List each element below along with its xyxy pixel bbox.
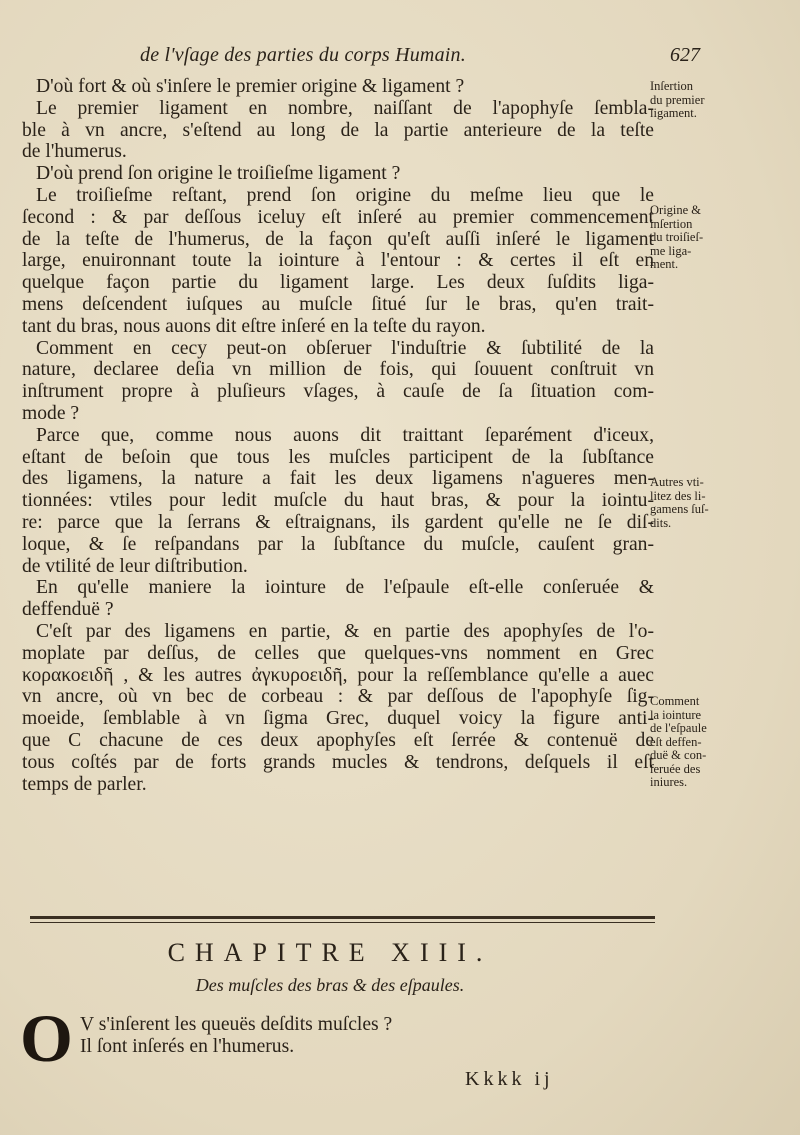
text-line: C'eſt par des ligamens en partie, & en partie des apophyſes de l'o- [36, 620, 654, 642]
margin-note-line: duë & con- [650, 748, 707, 762]
margin-note [650, 80, 790, 121]
text-line: ble à vn ancre, s'eſtend au long de la partie anterieure de la teſte [22, 119, 654, 141]
margin-note-line: me liga- [650, 243, 692, 258]
text-line: des ligamens, la nature a fait les deux ligamens n'agueres men- [22, 468, 654, 490]
text-line: de vtilité de leur diſtribution. [22, 555, 248, 577]
text-line: tionnées: vtiles pour ledit muſcle du haut bras, & pour la iointu- [22, 490, 654, 512]
text-line: de la teſte de l'humerus, de la façon qu'eſt auſſi inſeré le ligament [22, 228, 654, 250]
text-line: de l'humerus. [22, 141, 127, 163]
opening-line: Il ſont inſerés en l'humerus. [80, 1035, 295, 1057]
chapter-subtitle: Des muſcles des bras & des eſpaules. [195, 975, 465, 995]
text-line: mens deſcendent iuſques au muſcle ſitué ſur le bras, qu'en trait- [22, 293, 654, 315]
text-line: D'où prend ſon origine le troiſieſme ligament ? [36, 163, 401, 185]
text-line: loque, & ſe reſpandans par la ſubſtance du muſcle, cauſent gran- [22, 533, 654, 555]
text-line: deffenduë ? [22, 599, 114, 621]
text-line: mode ? [22, 402, 80, 424]
text-line: moeide, ſemblable à vn ſigma Grec, duquel voicy la figure anti- [22, 708, 654, 730]
margin-note [650, 204, 790, 272]
text-line: nature, declaree deſia vn million de fois, qui ſouuent conſtruit vn [22, 359, 654, 381]
page-header [140, 44, 700, 74]
text-line: En qu'elle maniere la iointure de l'eſpaule eſt-elle conſeruée & [36, 577, 654, 599]
margin-note [650, 695, 790, 790]
margin-note-line: Autres vti- [650, 475, 704, 489]
margin-note-line: Inſertion [650, 79, 694, 93]
text-line: eſtant de beſoin que tous les muſcles participent de la ſubſtance [22, 446, 654, 468]
text-line: Le premier ligament en nombre, naiſſant de l'apophyſe ſembla- [36, 97, 654, 119]
margin-note-line: iniures. [650, 775, 688, 789]
main-text-block [22, 76, 654, 795]
text-line: D'où fort & où s'inſere le premier origine & ligament ? [36, 76, 465, 97]
margin-note-line: ment. [650, 257, 679, 271]
text-line: quelque façon partie du ligament large. Les deux ſuſdits liga- [22, 272, 654, 294]
margin-note-line: ſeruée des [650, 761, 701, 776]
text-line: moplate par deſſus, de celles que quelques-vns nomment en Grec [22, 642, 654, 664]
text-line: large, enuironnant toute la iointure à l'entour : & certes il eſt en [22, 250, 654, 272]
running-title: de l'vſage des parties du corps Humain. [140, 44, 466, 66]
text-line: temps de parler. [22, 773, 147, 795]
page-number: 627 [670, 44, 700, 66]
text-line: inſtrument propre à pluſieurs vſages, à cauſe de ſa ſituation com- [22, 381, 654, 403]
margin-note-line: la iointure [650, 707, 702, 722]
text-line: Le troiſieſme reſtant, prend ſon origine du meſme lieu que le [36, 184, 654, 206]
chapter-heading: CHAPITRE XIII. [167, 938, 493, 967]
drop-capital: O [20, 1000, 73, 1076]
text-line: tant du bras, nous auons dit eſtre inſeré en la teſte du rayon. [22, 315, 486, 337]
text-line: ſecond : & par deſſous iceluy eſt inſeré au premier commencement [22, 206, 654, 228]
margin-note-line: eſt deffen- [650, 734, 702, 749]
signature-mark: Kkkk ij [465, 1068, 554, 1090]
text-line: Comment en cecy peut-on obſeruer l'induſtrie & ſubtilité de la [36, 337, 654, 359]
margin-note-line: inſertion [650, 216, 693, 231]
margin-note [650, 476, 790, 530]
margin-note-line: de l'eſpaule [650, 721, 707, 735]
margin-note-line: gamens ſuſ- [650, 502, 709, 516]
text-line: que C chacune de ces deux apophyſes eſt ſerrée & contenuë de [22, 729, 654, 751]
top-rule [30, 916, 655, 919]
margin-note-line: Comment [650, 694, 700, 708]
margin-note-line: Origine & [650, 203, 702, 217]
text-line: κορακοειδῆ , & les autres ἀγκυροειδῆ, pour la reſſemblance qu'elle a auec [22, 664, 654, 686]
margin-note-line: du premier [650, 92, 705, 107]
text-line: vn ancre, où vn bec de corbeau : & par deſſous de l'apophyſe ſig- [22, 686, 654, 708]
margin-note-line: litez des li- [650, 488, 706, 503]
chapter-opening-text [80, 1014, 520, 1058]
margin-note-line: ligament. [650, 106, 697, 120]
text-line: tous coſtés par de forts grands mucles & tendrons, deſquels il eſt [22, 751, 654, 773]
margin-note-line: dits. [650, 515, 672, 530]
text-line: re: parce que la ſerrans & eſtraignans, ils gardent qu'elle ne ſe diſ- [22, 511, 654, 533]
opening-line: V s'inſerent les queuës deſdits muſcles ? [80, 1014, 393, 1035]
text-line: Parce que, comme nous auons dit traittant ſeparément d'iceux, [36, 424, 654, 446]
margin-note-line: du troiſieſ- [650, 230, 704, 244]
bottom-rule [30, 922, 655, 923]
